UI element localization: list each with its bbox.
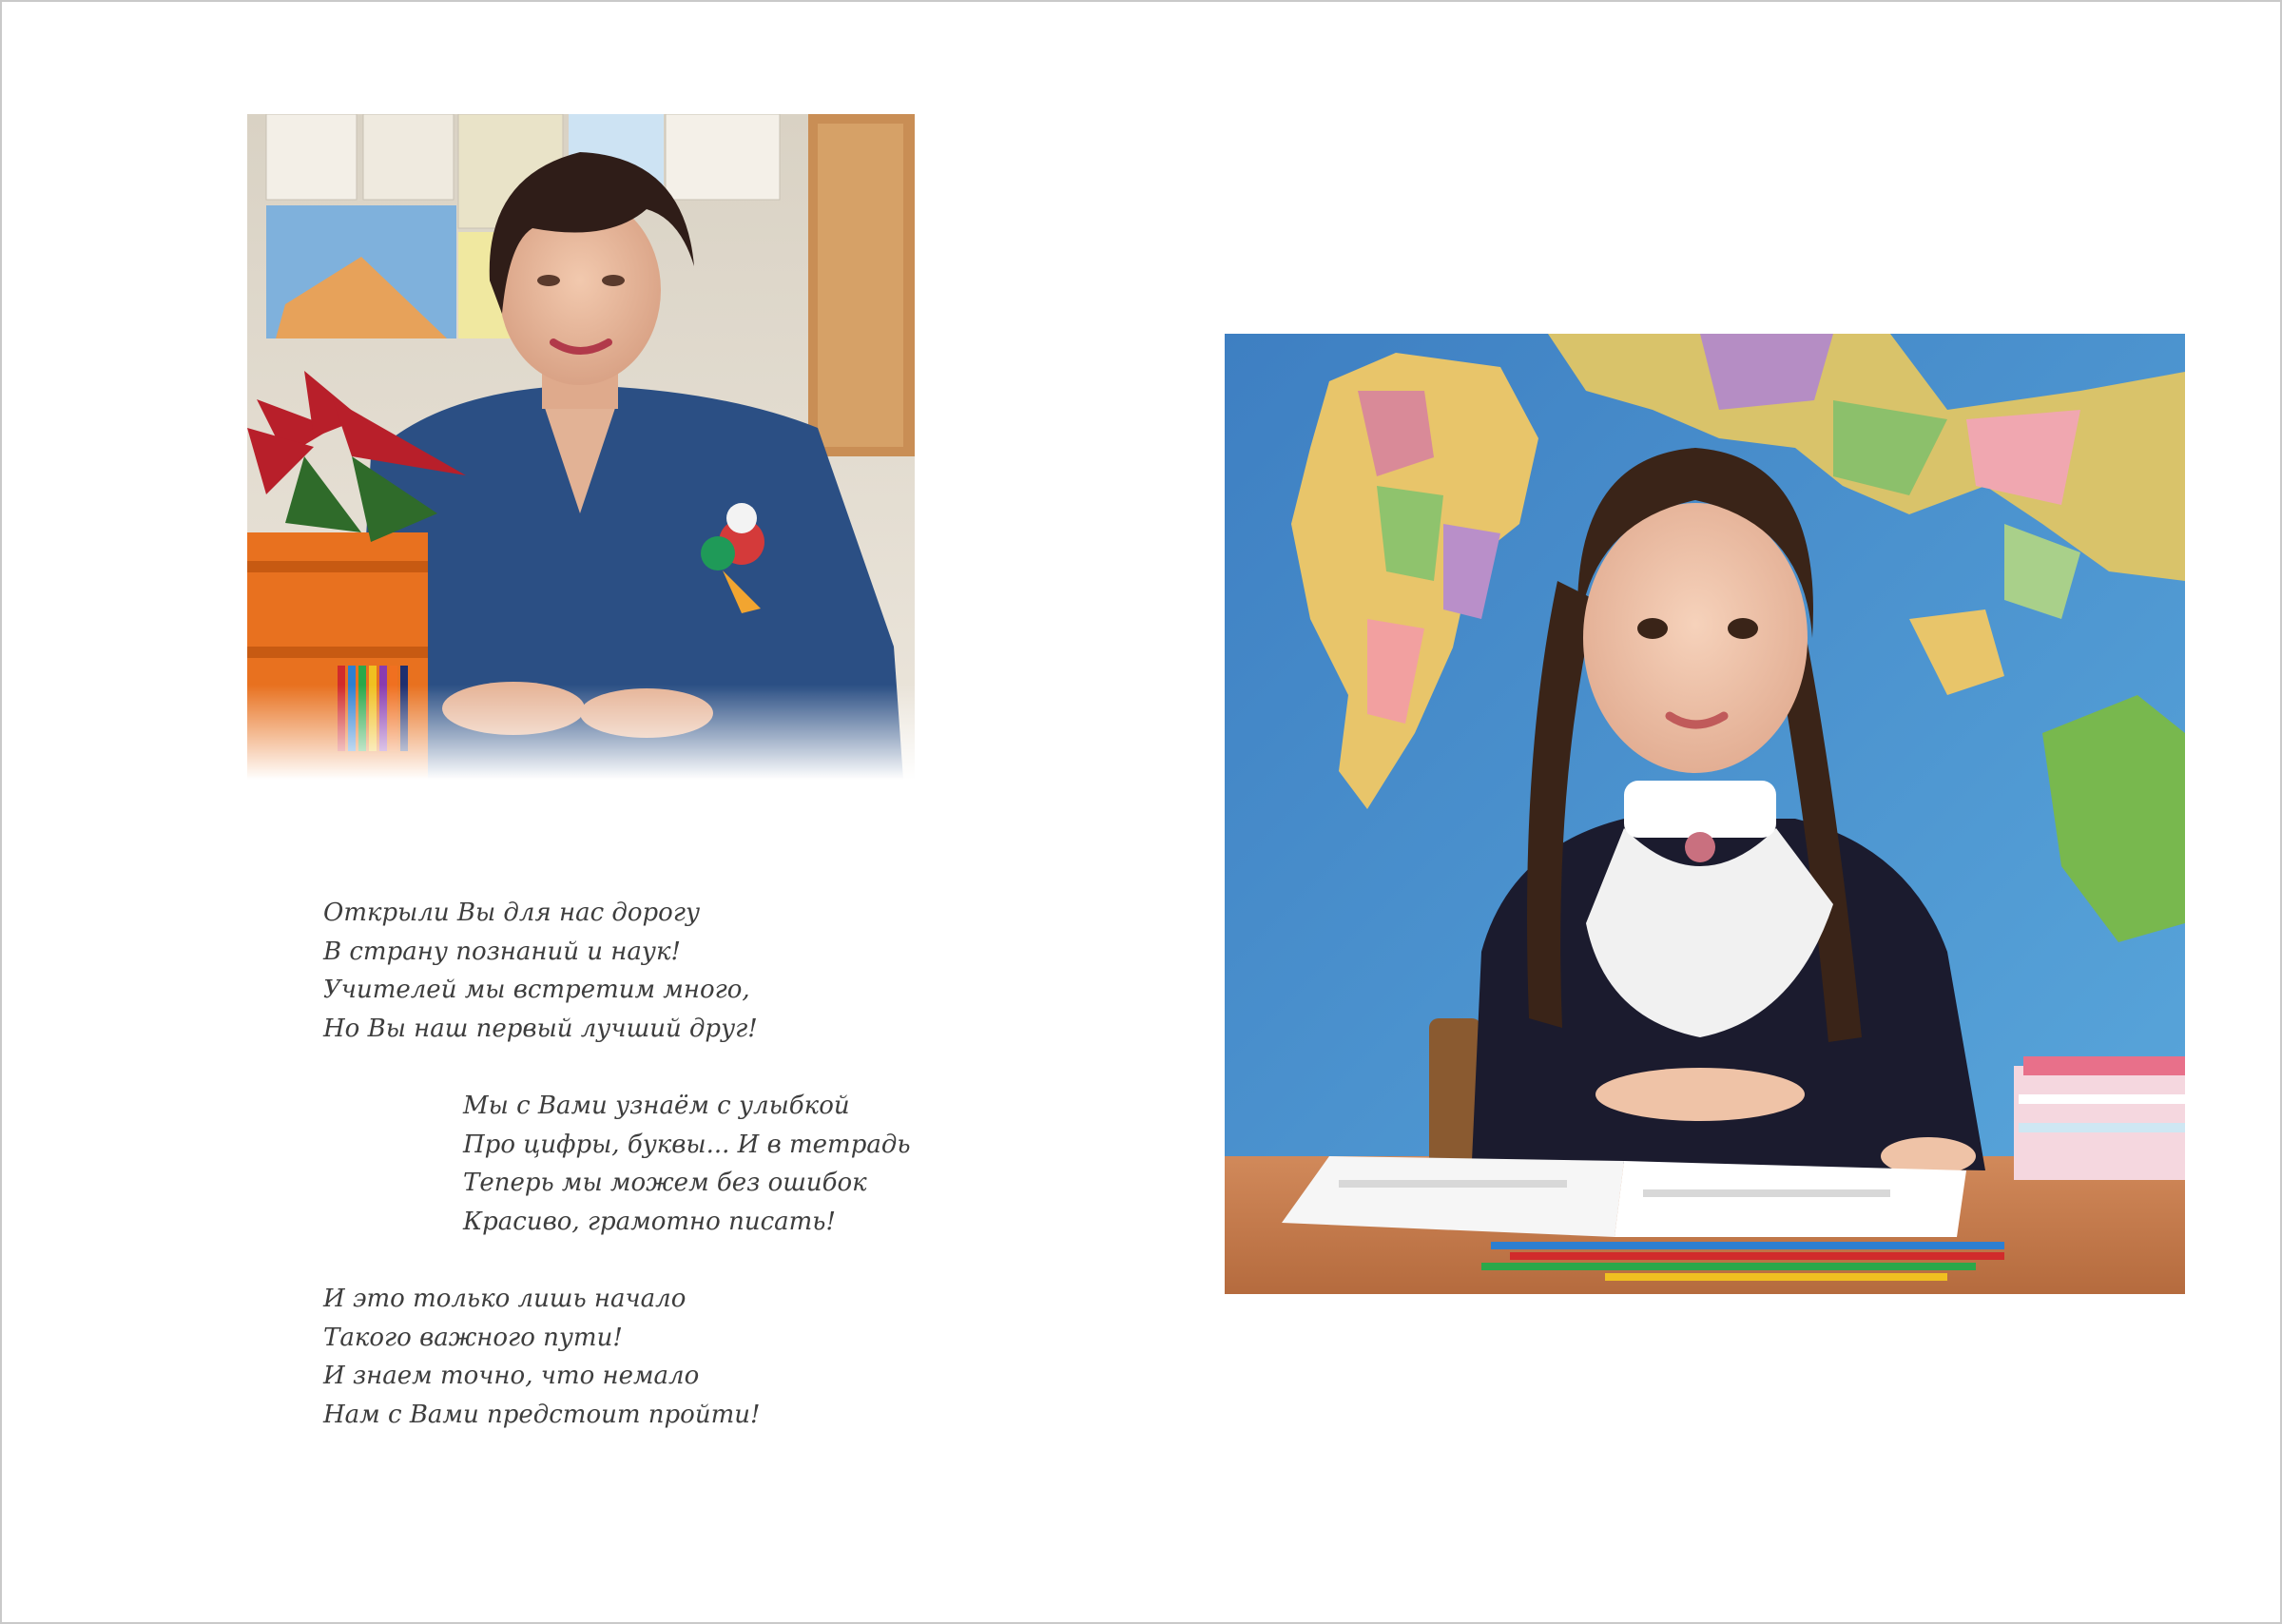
poem [323,894,1046,1434]
poem-line: Открыли Вы для нас дорогу [323,899,701,927]
poem-stanza-2 [323,1087,1046,1241]
poem-line: Красиво, грамотно писать! [463,1207,836,1236]
poem-stanza-1 [323,894,1046,1048]
poem-line: Про цифры, буквы... И в тетрадь [463,1130,911,1159]
poem-line: И знаем точно, что немало [323,1362,700,1391]
poem-line: Такого важного пути! [323,1323,623,1352]
student-photo [1225,334,2185,1294]
poem-line: Нам с Вами предстоит пройти! [323,1400,761,1429]
teacher-photo-image [247,114,915,780]
poem-line: Теперь мы можем без ошибок [463,1169,867,1198]
poem-line: И это только лишь начало [323,1284,687,1313]
teacher-photo [247,114,915,780]
poem-stanza-3 [323,1280,1046,1434]
poem-line: В страну познаний и наук! [323,937,681,966]
poem-line: Но Вы наш первый лучший друг! [323,1014,758,1043]
poem-line: Мы с Вами узнаём с улыбкой [463,1091,850,1120]
poem-line: Учителей мы встретим много, [323,976,750,1005]
student-photo-image [1225,334,2185,1294]
